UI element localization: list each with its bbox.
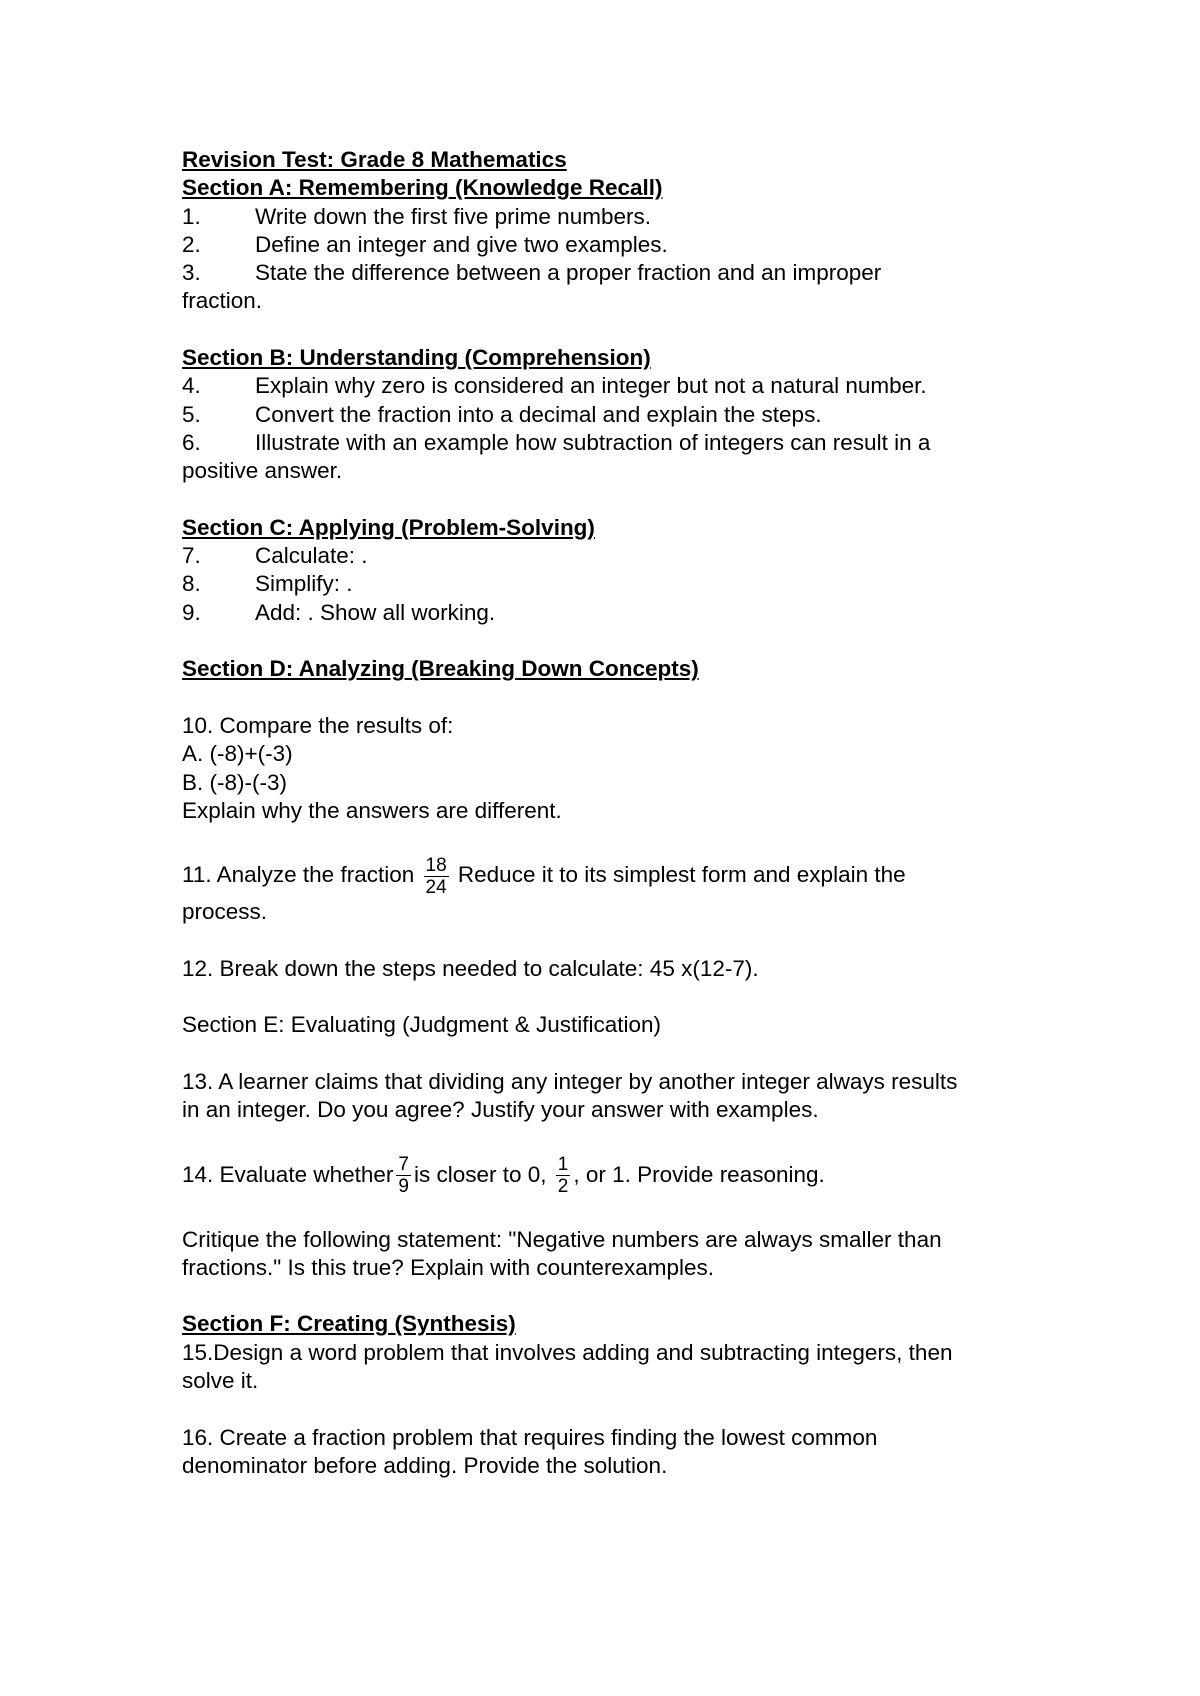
question-10-option-a: A. (-8)+(-3) bbox=[182, 741, 293, 767]
fraction-denominator: 24 bbox=[425, 876, 447, 898]
section-c-heading: Section C: Applying (Problem-Solving) bbox=[182, 514, 595, 540]
question-12: 12. Break down the steps needed to calculate: 45 x(12-7). bbox=[182, 955, 759, 981]
document-title: Revision Test: Grade 8 Mathematics bbox=[182, 147, 567, 172]
question-number: 9. bbox=[182, 599, 201, 625]
fraction-7-9 bbox=[396, 1154, 411, 1197]
question-text: Simplify: . bbox=[255, 571, 353, 597]
question-13-line-1: 13. A learner claims that dividing any integer by another integer always results bbox=[182, 1068, 958, 1094]
section-a-heading: Section A: Remembering (Knowledge Recall) bbox=[182, 175, 663, 201]
fraction-18-24 bbox=[424, 855, 449, 898]
question-text: Define an integer and give two examples. bbox=[255, 231, 668, 257]
question-10-option-b: B. (-8)-(-3) bbox=[182, 769, 287, 795]
question-2 bbox=[182, 231, 1062, 259]
critique-line-2: fractions." Is this true? Explain with counterexamples. bbox=[182, 1254, 714, 1280]
question-number: 1. bbox=[182, 203, 201, 229]
question-6 bbox=[182, 429, 1062, 457]
question-15-line-2: solve it. bbox=[182, 1368, 259, 1393]
section-f-heading: Section F: Creating (Synthesis) bbox=[182, 1311, 516, 1337]
question-text: Calculate: . bbox=[255, 543, 368, 569]
question-text: Add: . Show all working. bbox=[255, 599, 496, 625]
fraction-numerator: 7 bbox=[398, 1154, 409, 1176]
question-11 bbox=[182, 853, 1062, 898]
critique-line-1: Critique the following statement: "Negative numbers are always smaller than bbox=[182, 1226, 942, 1252]
fraction-1-2 bbox=[556, 1154, 571, 1197]
question-8 bbox=[182, 570, 1062, 598]
question-13-line-2: in an integer. Do you agree? Justify your answer with examples. bbox=[182, 1097, 819, 1123]
section-b-heading: Section B: Understanding (Comprehension) bbox=[182, 345, 651, 371]
question-9 bbox=[182, 599, 1062, 627]
question-text: 11. Analyze the fraction bbox=[182, 862, 415, 888]
question-number: 3. bbox=[182, 260, 201, 286]
question-7 bbox=[182, 542, 1062, 570]
question-number: 6. bbox=[182, 429, 201, 455]
fraction-denominator: 9 bbox=[398, 1176, 409, 1198]
question-6-continued: positive answer. bbox=[182, 458, 343, 484]
section-d-heading: Section D: Analyzing (Breaking Down Concepts) bbox=[182, 656, 699, 682]
question-text: Convert the fraction into a decimal and explain the steps. bbox=[255, 401, 822, 427]
question-5 bbox=[182, 401, 1062, 429]
question-text: Illustrate with an example how subtraction of integers can result in a bbox=[255, 429, 931, 455]
question-text: 14. Evaluate whether bbox=[182, 1161, 394, 1187]
question-text: is closer to 0, bbox=[413, 1161, 547, 1187]
question-11-continued: process. bbox=[182, 898, 268, 924]
question-text: Write down the first five prime numbers. bbox=[255, 203, 651, 229]
question-3-continued: fraction. bbox=[182, 288, 263, 314]
question-3 bbox=[182, 259, 1062, 287]
question-1 bbox=[182, 203, 1062, 231]
section-e-heading: Section E: Evaluating (Judgment & Justification) bbox=[182, 1012, 661, 1038]
question-text: Explain why zero is considered an integer but not a natural number. bbox=[255, 373, 927, 399]
question-number: 7. bbox=[182, 543, 201, 569]
question-10-intro: 10. Compare the results of: bbox=[182, 712, 454, 738]
question-16-line-1: 16. Create a fraction problem that requires finding the lowest common bbox=[182, 1424, 878, 1450]
question-4 bbox=[182, 372, 1062, 400]
question-number: 2. bbox=[182, 231, 201, 257]
question-number: 4. bbox=[182, 373, 201, 399]
question-16-line-2: denominator before adding. Provide the solution. bbox=[182, 1452, 668, 1478]
question-text: State the difference between a proper fraction and an improper bbox=[255, 260, 882, 286]
document-content bbox=[182, 146, 1062, 1480]
fraction-numerator: 18 bbox=[425, 854, 447, 876]
question-number: 8. bbox=[182, 571, 201, 597]
fraction-numerator: 1 bbox=[557, 1154, 569, 1176]
question-15-line-1: 15.Design a word problem that involves adding and subtracting integers, then bbox=[182, 1339, 953, 1365]
question-14 bbox=[182, 1153, 1062, 1198]
fraction-denominator: 2 bbox=[557, 1176, 569, 1198]
question-text: Reduce it to its simplest form and explain the bbox=[457, 862, 906, 888]
question-text: , or 1. Provide reasoning. bbox=[573, 1161, 825, 1187]
question-10-explain: Explain why the answers are different. bbox=[182, 797, 562, 823]
question-number: 5. bbox=[182, 401, 201, 427]
